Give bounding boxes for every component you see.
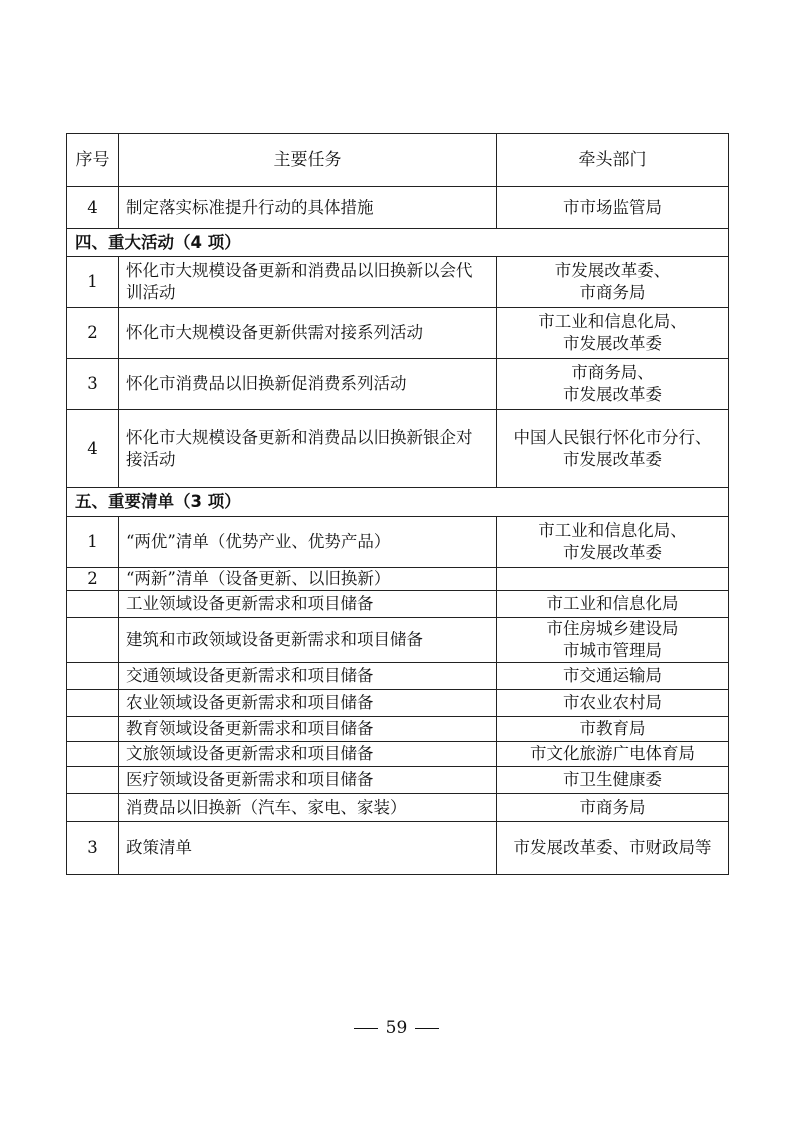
page-footer (0, 1018, 793, 1038)
dept-line: 市交通运输局 (563, 666, 662, 685)
dept-line: 市发展改革委 (563, 334, 662, 353)
dept-line: 市发展改革委 (563, 543, 662, 562)
dept-cell (497, 822, 729, 875)
task-cell: “两优”清单（优势产业、优势产品） (119, 517, 497, 568)
dept-cell (497, 568, 729, 591)
dept-cell (497, 742, 729, 767)
table-row (67, 410, 729, 488)
dept-cell (497, 663, 729, 690)
row-number (67, 618, 119, 663)
dept-line: 市工业和信息化局、 (538, 521, 687, 540)
dept-line: 市市场监管局 (563, 197, 662, 217)
page-number: 59 (385, 1018, 408, 1038)
dept-line: 市工业和信息化局、 (538, 312, 687, 331)
table-row (67, 568, 729, 591)
row-number (67, 663, 119, 690)
task-cell: 消费品以旧换新（汽车、家电、家装） (119, 794, 497, 822)
dept-cell (497, 517, 729, 568)
table-row (67, 308, 729, 359)
row-number (67, 742, 119, 767)
task-cell: “两新”清单（设备更新、以旧换新） (119, 568, 497, 591)
dept-cell (497, 690, 729, 717)
dept-line: 市商务局 (579, 283, 646, 302)
task-cell: 怀化市大规模设备更新和消费品以旧换新以会代训活动 (119, 257, 497, 308)
section-heading: 五、重要清单（3 项） (67, 488, 729, 517)
dept-cell (497, 767, 729, 794)
dept-cell (497, 717, 729, 742)
table-row (67, 618, 729, 663)
dept-line: 市城市管理局 (563, 641, 662, 660)
task-cell: 建筑和市政领域设备更新需求和项目储备 (119, 618, 497, 663)
task-cell: 教育领域设备更新需求和项目储备 (119, 717, 497, 742)
task-cell: 文旅领域设备更新需求和项目储备 (119, 742, 497, 767)
task-cell: 医疗领域设备更新需求和项目储备 (119, 767, 497, 794)
dept-line: 市文化旅游广电体育局 (530, 744, 695, 763)
task-cell: 农业领域设备更新需求和项目储备 (119, 690, 497, 717)
task-cell: 怀化市大规模设备更新和消费品以旧换新银企对接活动 (119, 410, 497, 488)
task-cell: 政策清单 (119, 822, 497, 875)
dept-cell (497, 410, 729, 488)
table-row (67, 767, 729, 794)
table-row (67, 359, 729, 410)
header-task: 主要任务 (119, 134, 497, 187)
header-no: 序号 (67, 134, 119, 187)
row-number: 2 (67, 308, 119, 359)
dept-line: 市住房城乡建设局 (546, 619, 679, 638)
footer-dash-right (415, 1028, 439, 1029)
row-number (67, 767, 119, 794)
section-row (67, 488, 729, 517)
table-row (67, 822, 729, 875)
header-dept: 牵头部门 (497, 134, 729, 187)
table-row (67, 591, 729, 618)
row-number: 1 (67, 257, 119, 308)
table-header-row (67, 134, 729, 187)
table-row (67, 690, 729, 717)
table-row (67, 517, 729, 568)
dept-cell (497, 257, 729, 308)
dept-line: 市教育局 (579, 719, 646, 738)
section-row (67, 229, 729, 257)
footer-dash-left (354, 1028, 378, 1029)
task-cell: 怀化市消费品以旧换新促消费系列活动 (119, 359, 497, 410)
dept-cell (497, 618, 729, 663)
dept-line: 中国人民银行怀化市分行、 (513, 427, 712, 447)
dept-line: 市卫生健康委 (563, 770, 662, 789)
dept-line: 市发展改革委、 (554, 261, 671, 280)
row-number (67, 794, 119, 822)
section-heading: 四、重大活动（4 项） (67, 229, 729, 257)
row-number: 3 (67, 822, 119, 875)
dept-cell (497, 187, 729, 229)
dept-cell (497, 359, 729, 410)
task-cell: 制定落实标准提升行动的具体措施 (119, 187, 497, 229)
dept-cell (497, 591, 729, 618)
row-number (67, 717, 119, 742)
dept-line: 市商务局 (579, 797, 646, 817)
table-row (67, 794, 729, 822)
row-number: 4 (67, 410, 119, 488)
table-row (67, 257, 729, 308)
row-number: 2 (67, 568, 119, 591)
row-number (67, 690, 119, 717)
row-number: 1 (67, 517, 119, 568)
row-number: 4 (67, 187, 119, 229)
dept-cell (497, 308, 729, 359)
task-table (66, 133, 729, 875)
dept-line: 市发展改革委 (563, 449, 662, 469)
dept-line: 市农业农村局 (563, 693, 662, 712)
table-row (67, 742, 729, 767)
task-cell: 工业领域设备更新需求和项目储备 (119, 591, 497, 618)
task-cell: 怀化市大规模设备更新供需对接系列活动 (119, 308, 497, 359)
table-row (67, 717, 729, 742)
dept-line: 市工业和信息化局 (546, 594, 679, 613)
dept-line: 市商务局、 (571, 363, 654, 382)
dept-cell (497, 794, 729, 822)
row-number (67, 591, 119, 618)
table-row (67, 187, 729, 229)
table-row (67, 663, 729, 690)
dept-line: 市发展改革委 (563, 385, 662, 404)
row-number: 3 (67, 359, 119, 410)
task-cell: 交通领域设备更新需求和项目储备 (119, 663, 497, 690)
dept-line: 市发展改革委、市财政局等 (513, 838, 712, 857)
